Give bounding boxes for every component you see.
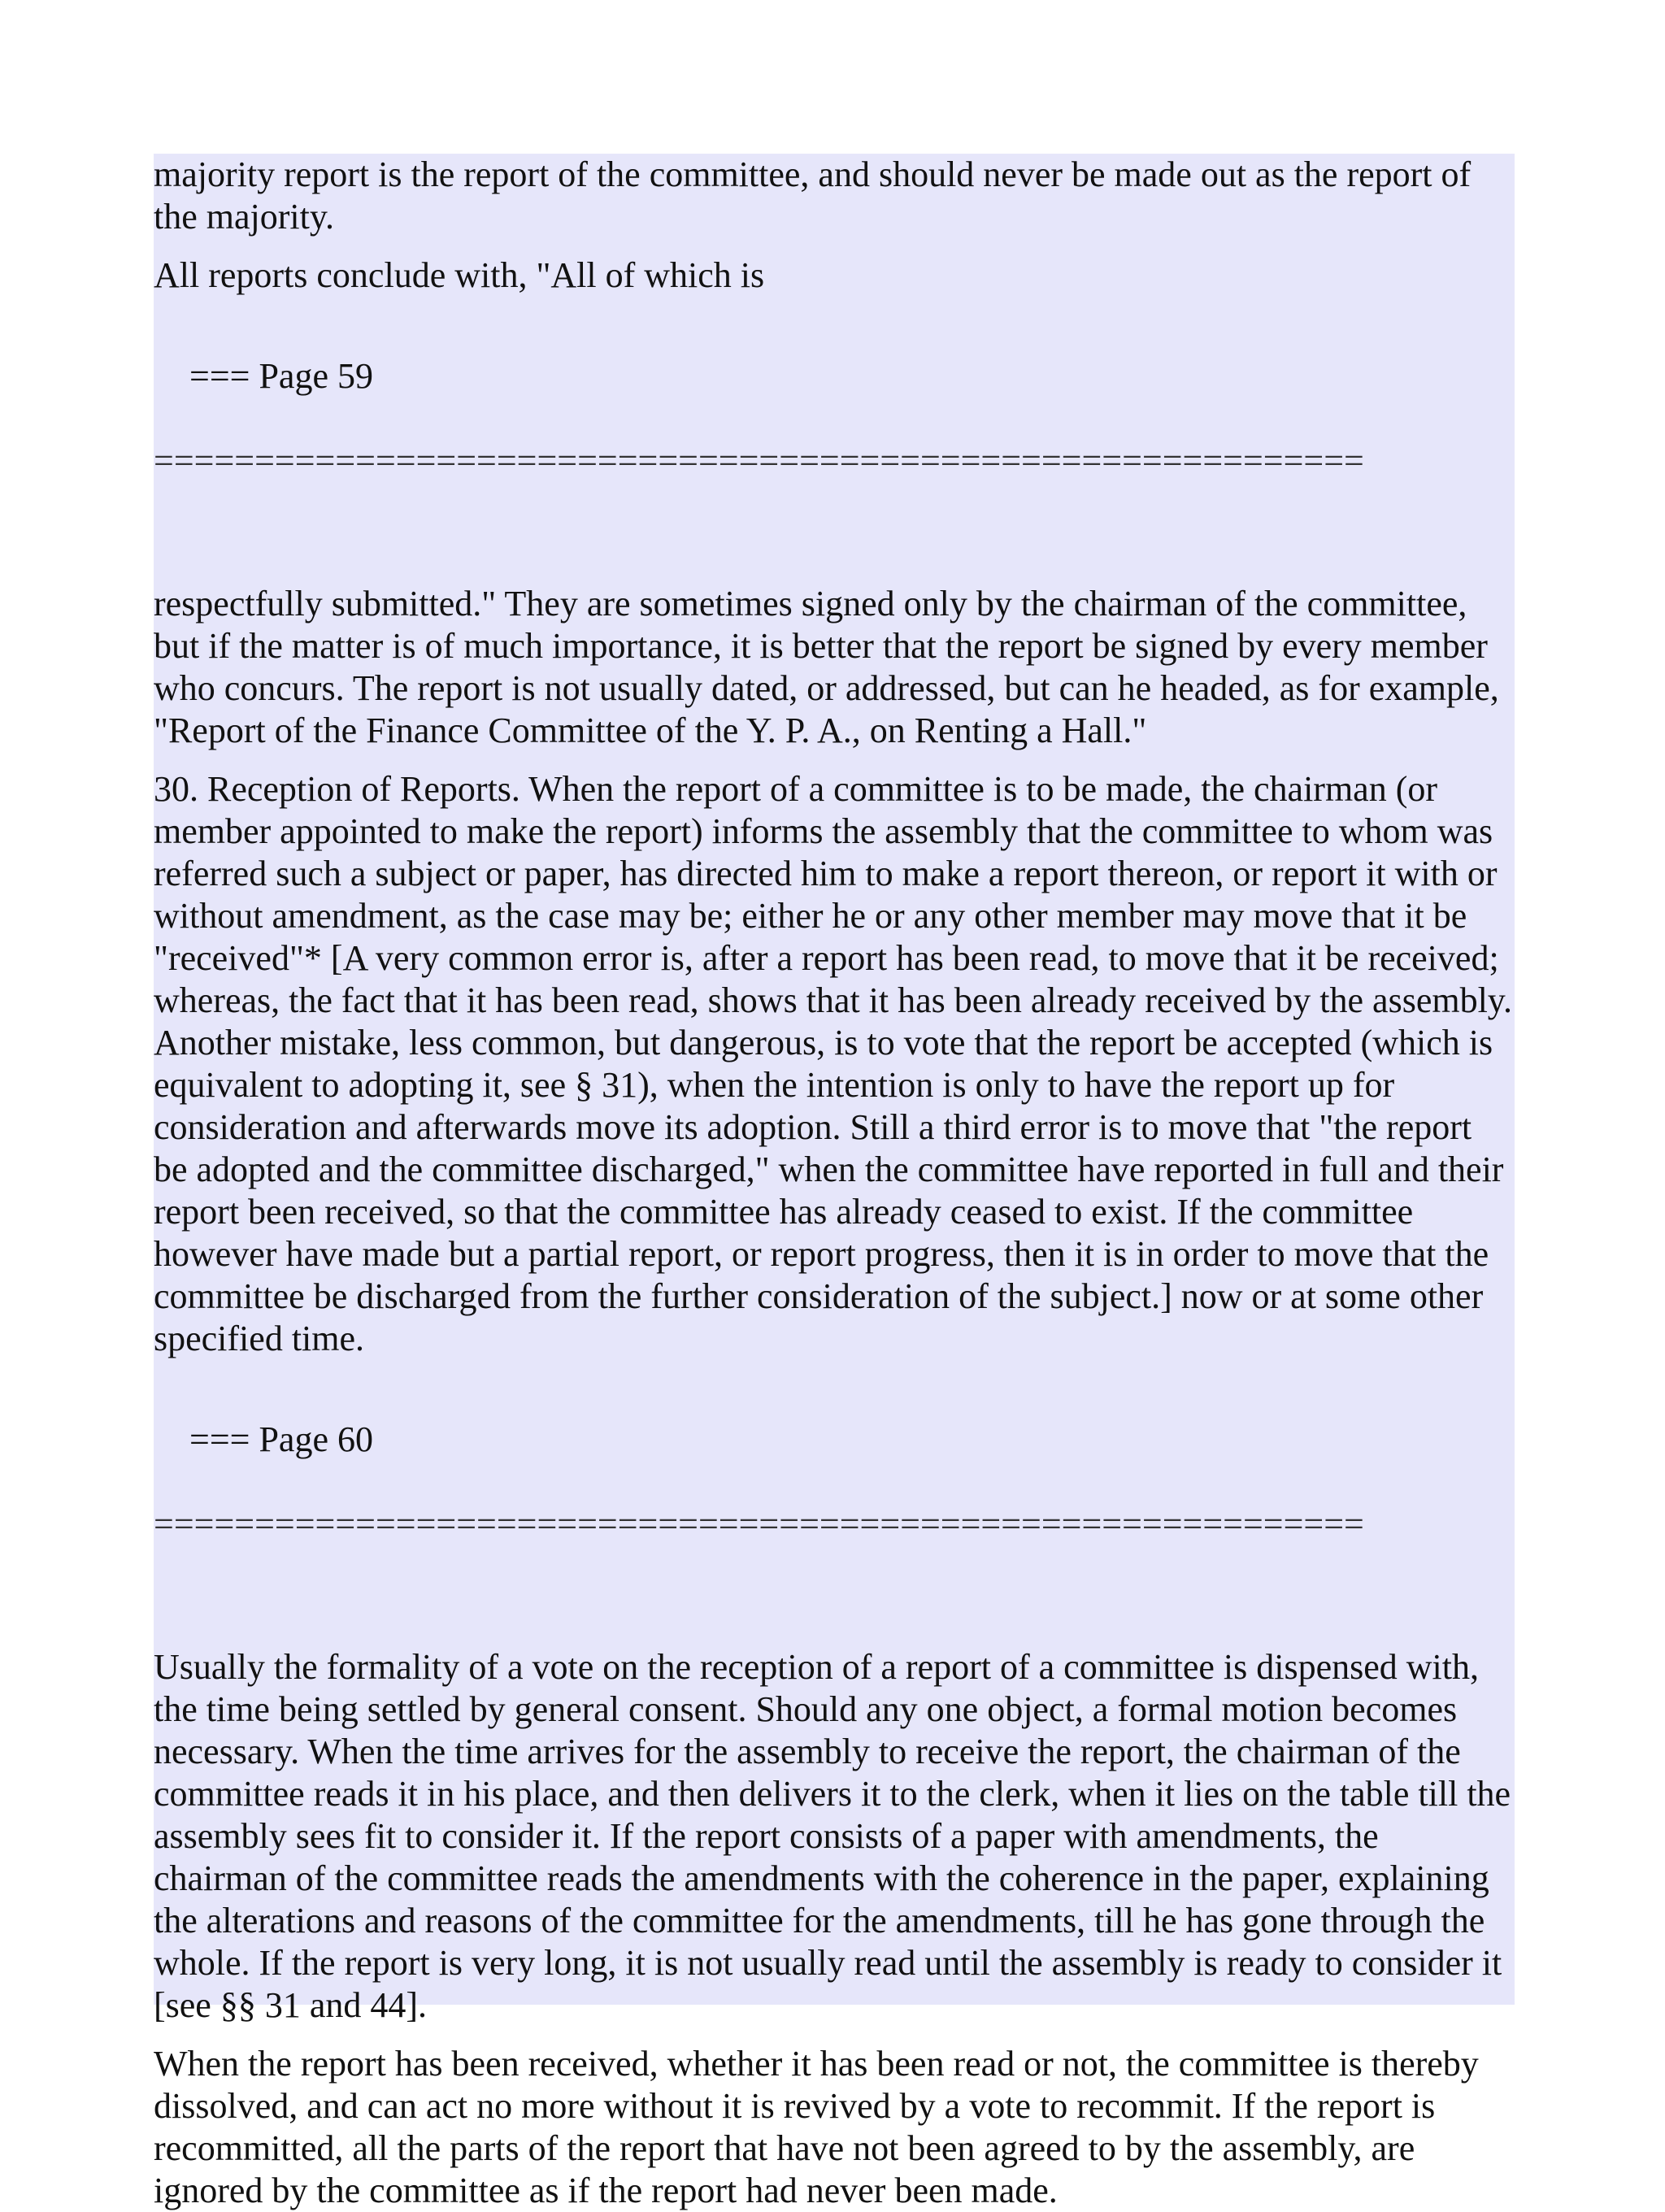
page-59-marker (154, 313, 1513, 567)
paragraph-majority-report: majority report is the report of the committee, and should never be made out as the report of the majority. (154, 154, 1472, 237)
page-59-rule: ============================================================ (154, 441, 1364, 480)
paragraph-respectfully-submitted: respectfully submitted." They are sometimes signed only by the chairman of the committee, but if the matter is of much importance, it is better that the report be signed by every member who concurs. The report is not usually dated, or addressed, but can he headed, as for example, "Report of the Finance Committee of the Y. P. A., on Renting a Hall." (154, 584, 1499, 750)
paragraph-committee-dissolved: When the report has been received, whether it has been read or not, the committee is thereby dissolved, and can act no more without it is revived by a vote to recommit. If the report is recommitted, all the parts of the report that have not been agreed to by the assembly, are ignored by the committee as if the report had never been made. (154, 2044, 1479, 2210)
document-text-block (154, 154, 1515, 2210)
paragraph-formality-of-vote: Usually the formality of a vote on the reception of a report of a committee is dispensed with, the time being settled by general consent. Should any one object, a formal motion becomes necessary. When the time arrives for the assembly to receive the report, the chairman of the committee reads it in his place, and then delivers it to the clerk, when it lies on the table till the assembly sees fit to consider it. If the report consists of a paper with amendments, the chairman of the committee reads the amendments with the coherence in the paper, explaining the alterations and reasons of the committee for the amendments, till he has gone through the whole. If the report is very long, it is not usually read until the assembly is ready to consider it [see §§ 31 and 44]. (154, 1647, 1511, 2025)
paragraph-all-reports-conclude: All reports conclude with, "All of which is (154, 255, 765, 295)
page-60-marker (154, 1376, 1513, 1630)
page-60-label: === Page 60 (189, 1419, 373, 1459)
page-60-rule: ============================================================ (154, 1504, 1364, 1544)
paragraph-reception-of-reports: 30. Reception of Reports. When the report of a committee is to be made, the chairman (or member appointed to make the report) informs the assembly that the committee to whom was referred such a subject or paper, has directed him to make a report thereon, or report it with or without amendment, as the case may be; either he or any other member may move that it be "received"* [A very common error is, after a report has been read, to move that it be received; whereas, the fact that it has been read, shows that it has been already received by the assembly. Another mistake, less common, but dangerous, is to vote that the report be accepted (which is equivalent to adopting it, see § 31), when the intention is only to have the report up for consideration and afterwards move its adoption. Still a third error is to move that "the report be adopted and the committee discharged," when the committee have reported in full and their report been received, so that the committee has already ceased to exist. If the committee however have made but a partial report, or report progress, then it is in order to move that the committee be discharged from the further consideration of the subject.] now or at some other specified time. (154, 769, 1512, 1358)
page-59-label: === Page 59 (189, 356, 373, 396)
